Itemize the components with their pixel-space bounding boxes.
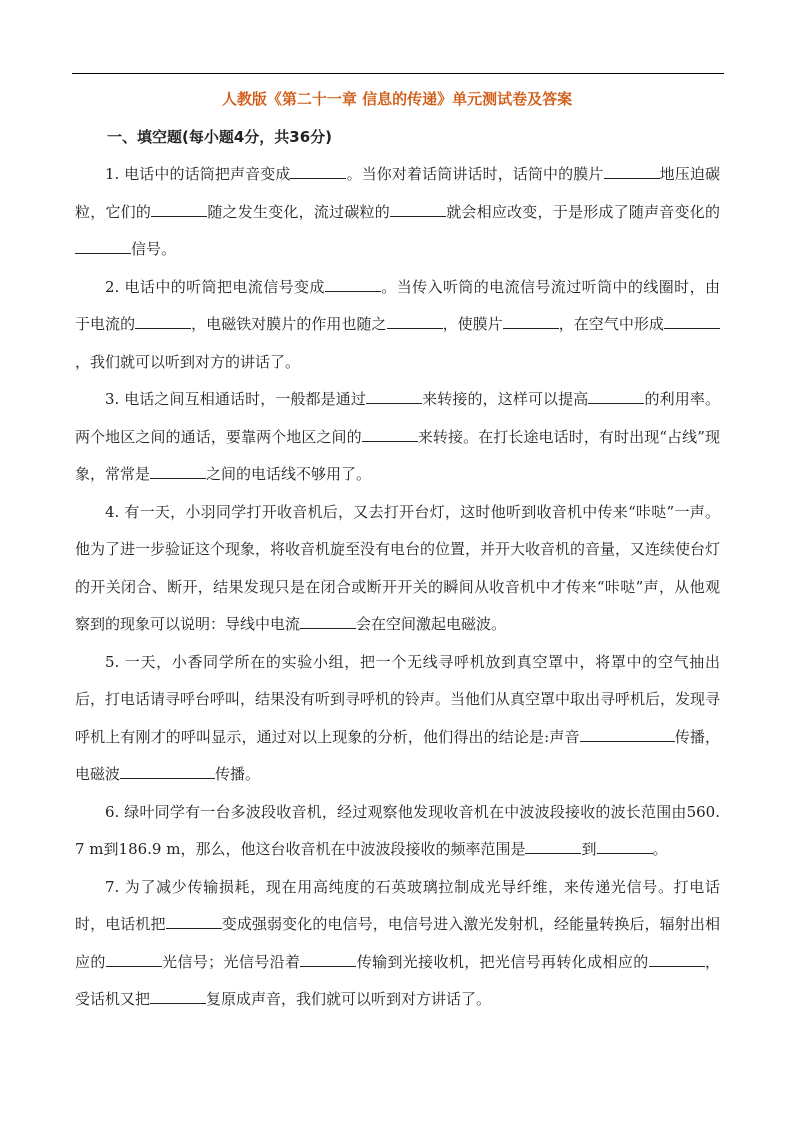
question-list — [75, 156, 720, 1019]
answer-blank[interactable] — [166, 913, 222, 929]
answer-blank[interactable] — [300, 951, 356, 967]
question-text: 来转接。在打长途电话时，有时出现“占线”现象，常常是 — [75, 427, 720, 483]
answer-blank[interactable] — [362, 426, 418, 442]
question-2 — [75, 269, 720, 382]
answer-blank[interactable] — [366, 388, 422, 404]
question-6 — [75, 794, 720, 869]
question-text: ，电磁铁对膜片的作用也随之 — [191, 315, 387, 333]
question-text: 传播。 — [215, 765, 261, 783]
question-text: 1. 电话中的话筒把声音变成 — [105, 165, 291, 183]
question-text: 地压迫碳粒，它们的 — [75, 165, 720, 221]
question-text: 的利用率。两个地区之间的通话，要靠两个地区之间的 — [75, 390, 720, 446]
question-text: 5. 一天，小香同学所在的实验小组，把一个无线寻呼机放到真空罩中，将罩中的空气抽出后，打电话请寻呼台呼叫，结果没有听到寻呼机的铃声。当他们从真空罩中取出寻呼机后，发现寻呼机上有刚才的呼叫显示，通过对以上现象的分析，他们得出的结论是:声音 — [75, 652, 721, 746]
answer-blank[interactable] — [151, 201, 207, 217]
question-text: 变成强弱变化的电信号，电信号进入激光发射机，经能量转换后，辐射出相应的 — [75, 915, 720, 971]
answer-blank[interactable] — [390, 201, 446, 217]
answer-blank[interactable] — [387, 313, 443, 329]
answer-blank[interactable] — [75, 238, 131, 254]
question-3 — [75, 381, 720, 494]
answer-blank[interactable] — [150, 988, 206, 1004]
question-text: 2. 电话中的听筒把电流信号变成 — [105, 277, 325, 296]
question-text: ，在空气中形成 — [558, 315, 664, 333]
question-text: 来转接的，这样可以提高 — [422, 390, 589, 408]
question-text: 传播，电磁波 — [75, 727, 720, 783]
question-text: 会在空间激起电磁波。 — [356, 615, 507, 633]
question-text: 4. 有一天，小羽同学打开收音机后，又去打开台灯，这时他听到收音机中传来“咔哒”一声。他为了进一步验证这个现象，将收音机旋至没有电台的位置，并开大收音机的音量，又连续使台灯的开关闭合、断开，结果发现只是在闭合或断开开关的瞬间从收音机中才传来“咔哒”声，从他观察到的现象可以说明：导线中电流 — [75, 502, 721, 633]
question-text: 就会相应改变，于是形成了随声音变化的 — [445, 202, 720, 221]
answer-blank[interactable] — [325, 276, 381, 292]
question-text: 信号。 — [131, 240, 177, 258]
question-4 — [75, 494, 720, 644]
question-text: 6. 绿叶同学有一台多波段收音机，经过观察他发现收音机在中波波段接收的波长范围由560.7 m到186.9 m，那么，他这台收音机在中波波段接收的频率范围是 — [75, 802, 720, 858]
question-text: ，我们就可以听到对方的讲话了。 — [75, 352, 301, 371]
answer-blank[interactable] — [604, 163, 660, 179]
answer-blank[interactable] — [120, 763, 215, 779]
document-title: 人教版《第二十一章 信息的传递》单元测试卷及答案 — [221, 90, 573, 108]
question-text: 传输到光接收机，把光信号再转化成相应的 — [356, 952, 649, 971]
question-text: 。当你对着话筒讲话时，话筒中的膜片 — [346, 165, 604, 183]
answer-blank[interactable] — [503, 313, 559, 329]
question-text: ，使膜片 — [442, 315, 503, 333]
answer-blank[interactable] — [290, 163, 346, 179]
question-7 — [75, 869, 720, 1019]
answer-blank[interactable] — [664, 313, 720, 329]
section-heading: 一、填空题(每小题4分，共36分) — [107, 128, 333, 146]
answer-blank[interactable] — [525, 838, 581, 854]
answer-blank[interactable] — [106, 951, 162, 967]
answer-blank[interactable] — [150, 463, 206, 479]
question-text: 光信号；光信号沿着 — [161, 952, 301, 971]
answer-blank[interactable] — [597, 838, 653, 854]
question-text: 复原成声音，我们就可以听到对方讲话了。 — [206, 990, 492, 1008]
answer-blank[interactable] — [588, 388, 644, 404]
question-text: 3. 电话之间互相通话时，一般都是通过 — [105, 390, 367, 408]
question-text: 到 — [581, 840, 597, 858]
question-text: ，受话机又把 — [75, 952, 720, 1008]
question-text: 7. 为了减少传输损耗，现在用高纯度的石英玻璃拉制成光导纤维，来传递光信号。打电话时，电话机把 — [75, 877, 720, 933]
answer-blank[interactable] — [300, 613, 356, 629]
question-1 — [75, 156, 720, 269]
header-rule — [72, 73, 724, 74]
answer-blank[interactable] — [580, 726, 675, 742]
question-text: 随之发生变化，流过碳粒的 — [207, 202, 390, 221]
answer-blank[interactable] — [135, 313, 191, 329]
question-text: 。 — [652, 840, 668, 858]
question-text: 。当传入听筒的电流信号流过听筒中的线圈时，由于电流的 — [75, 277, 720, 333]
answer-blank[interactable] — [649, 951, 705, 967]
question-5 — [75, 644, 720, 794]
question-text: 之间的电话线不够用了。 — [206, 465, 372, 483]
